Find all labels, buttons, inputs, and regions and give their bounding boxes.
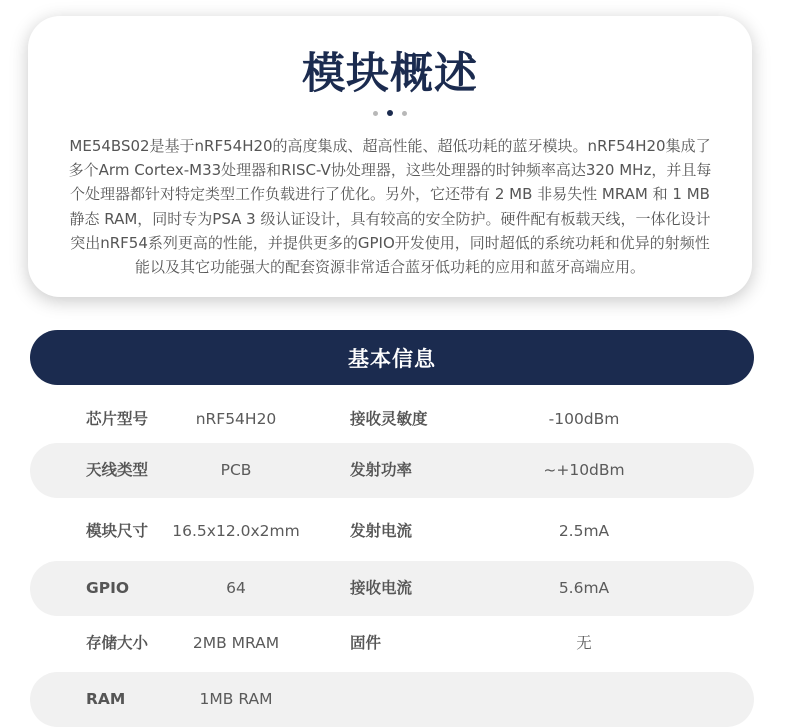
spec-row [30, 443, 754, 498]
spec-value: 2.5mA [558, 522, 610, 540]
spec-value: 64 [226, 579, 246, 597]
spec-row [30, 504, 754, 559]
spec-label: 发射电流 [350, 522, 413, 540]
spec-label: 芯片型号 [86, 410, 149, 428]
spec-label: 接收灵敏度 [350, 410, 428, 428]
spec-value [474, 672, 694, 727]
spec-value: 16.5x12.0x2mm [172, 522, 300, 540]
spec-label: 天线类型 [86, 461, 149, 479]
carousel-dot[interactable] [402, 111, 407, 116]
basic-info-header [30, 330, 754, 385]
spec-value: 2MB MRAM [192, 634, 280, 652]
spec-value: -100dBm [548, 410, 620, 428]
carousel-dot-active[interactable] [387, 110, 393, 116]
spec-label: 接收电流 [350, 579, 413, 597]
spec-row [30, 672, 754, 727]
spec-row [30, 392, 754, 447]
spec-label: 存储大小 [86, 634, 149, 652]
carousel-indicator [28, 109, 752, 117]
overview-title: 模块概述 [302, 49, 478, 99]
spec-label: 模块尺寸 [86, 522, 149, 540]
spec-value: 无 [576, 634, 592, 652]
spec-value: ~+10dBm [543, 461, 625, 479]
spec-value: nRF54H20 [195, 410, 277, 428]
spec-label: 发射功率 [350, 461, 413, 479]
module-overview-card [28, 16, 752, 297]
spec-row [30, 616, 754, 671]
spec-label: RAM [86, 690, 126, 708]
basic-info-title: 基本信息 [348, 346, 436, 371]
spec-label: 固件 [350, 634, 382, 652]
overview-description: ME54BS02是基于nRF54H20的高度集成、超高性能、超低功耗的蓝牙模块。nRF54H20集成了多个Arm Cortex-M33处理器和RISC-V协处理器，这些处理器的时钟频率高达320 MHz，并且每个处理器都针对特定类型工作负载进行了优化。另外，它还带有 2 MB 非易失性 MRAM 和 1 MB 静态 RAM，同时专为PSA 3 级认证设计，具有较高的安全防护。硬件配有板载天线，一体化设计突出nRF54系列更高的性能，并提供更多的GPIO开发使用，同时超低的系统功耗和优异的射频性能以及其它功能强大的配套资源非常适合蓝牙低功耗的应用和蓝牙高端应用。 [68, 137, 712, 277]
spec-label: GPIO [86, 579, 130, 597]
carousel-dot[interactable] [373, 111, 378, 116]
spec-value: 1MB RAM [199, 690, 273, 708]
spec-value: PCB [220, 461, 252, 479]
spec-value: 5.6mA [558, 579, 610, 597]
spec-row [30, 561, 754, 616]
